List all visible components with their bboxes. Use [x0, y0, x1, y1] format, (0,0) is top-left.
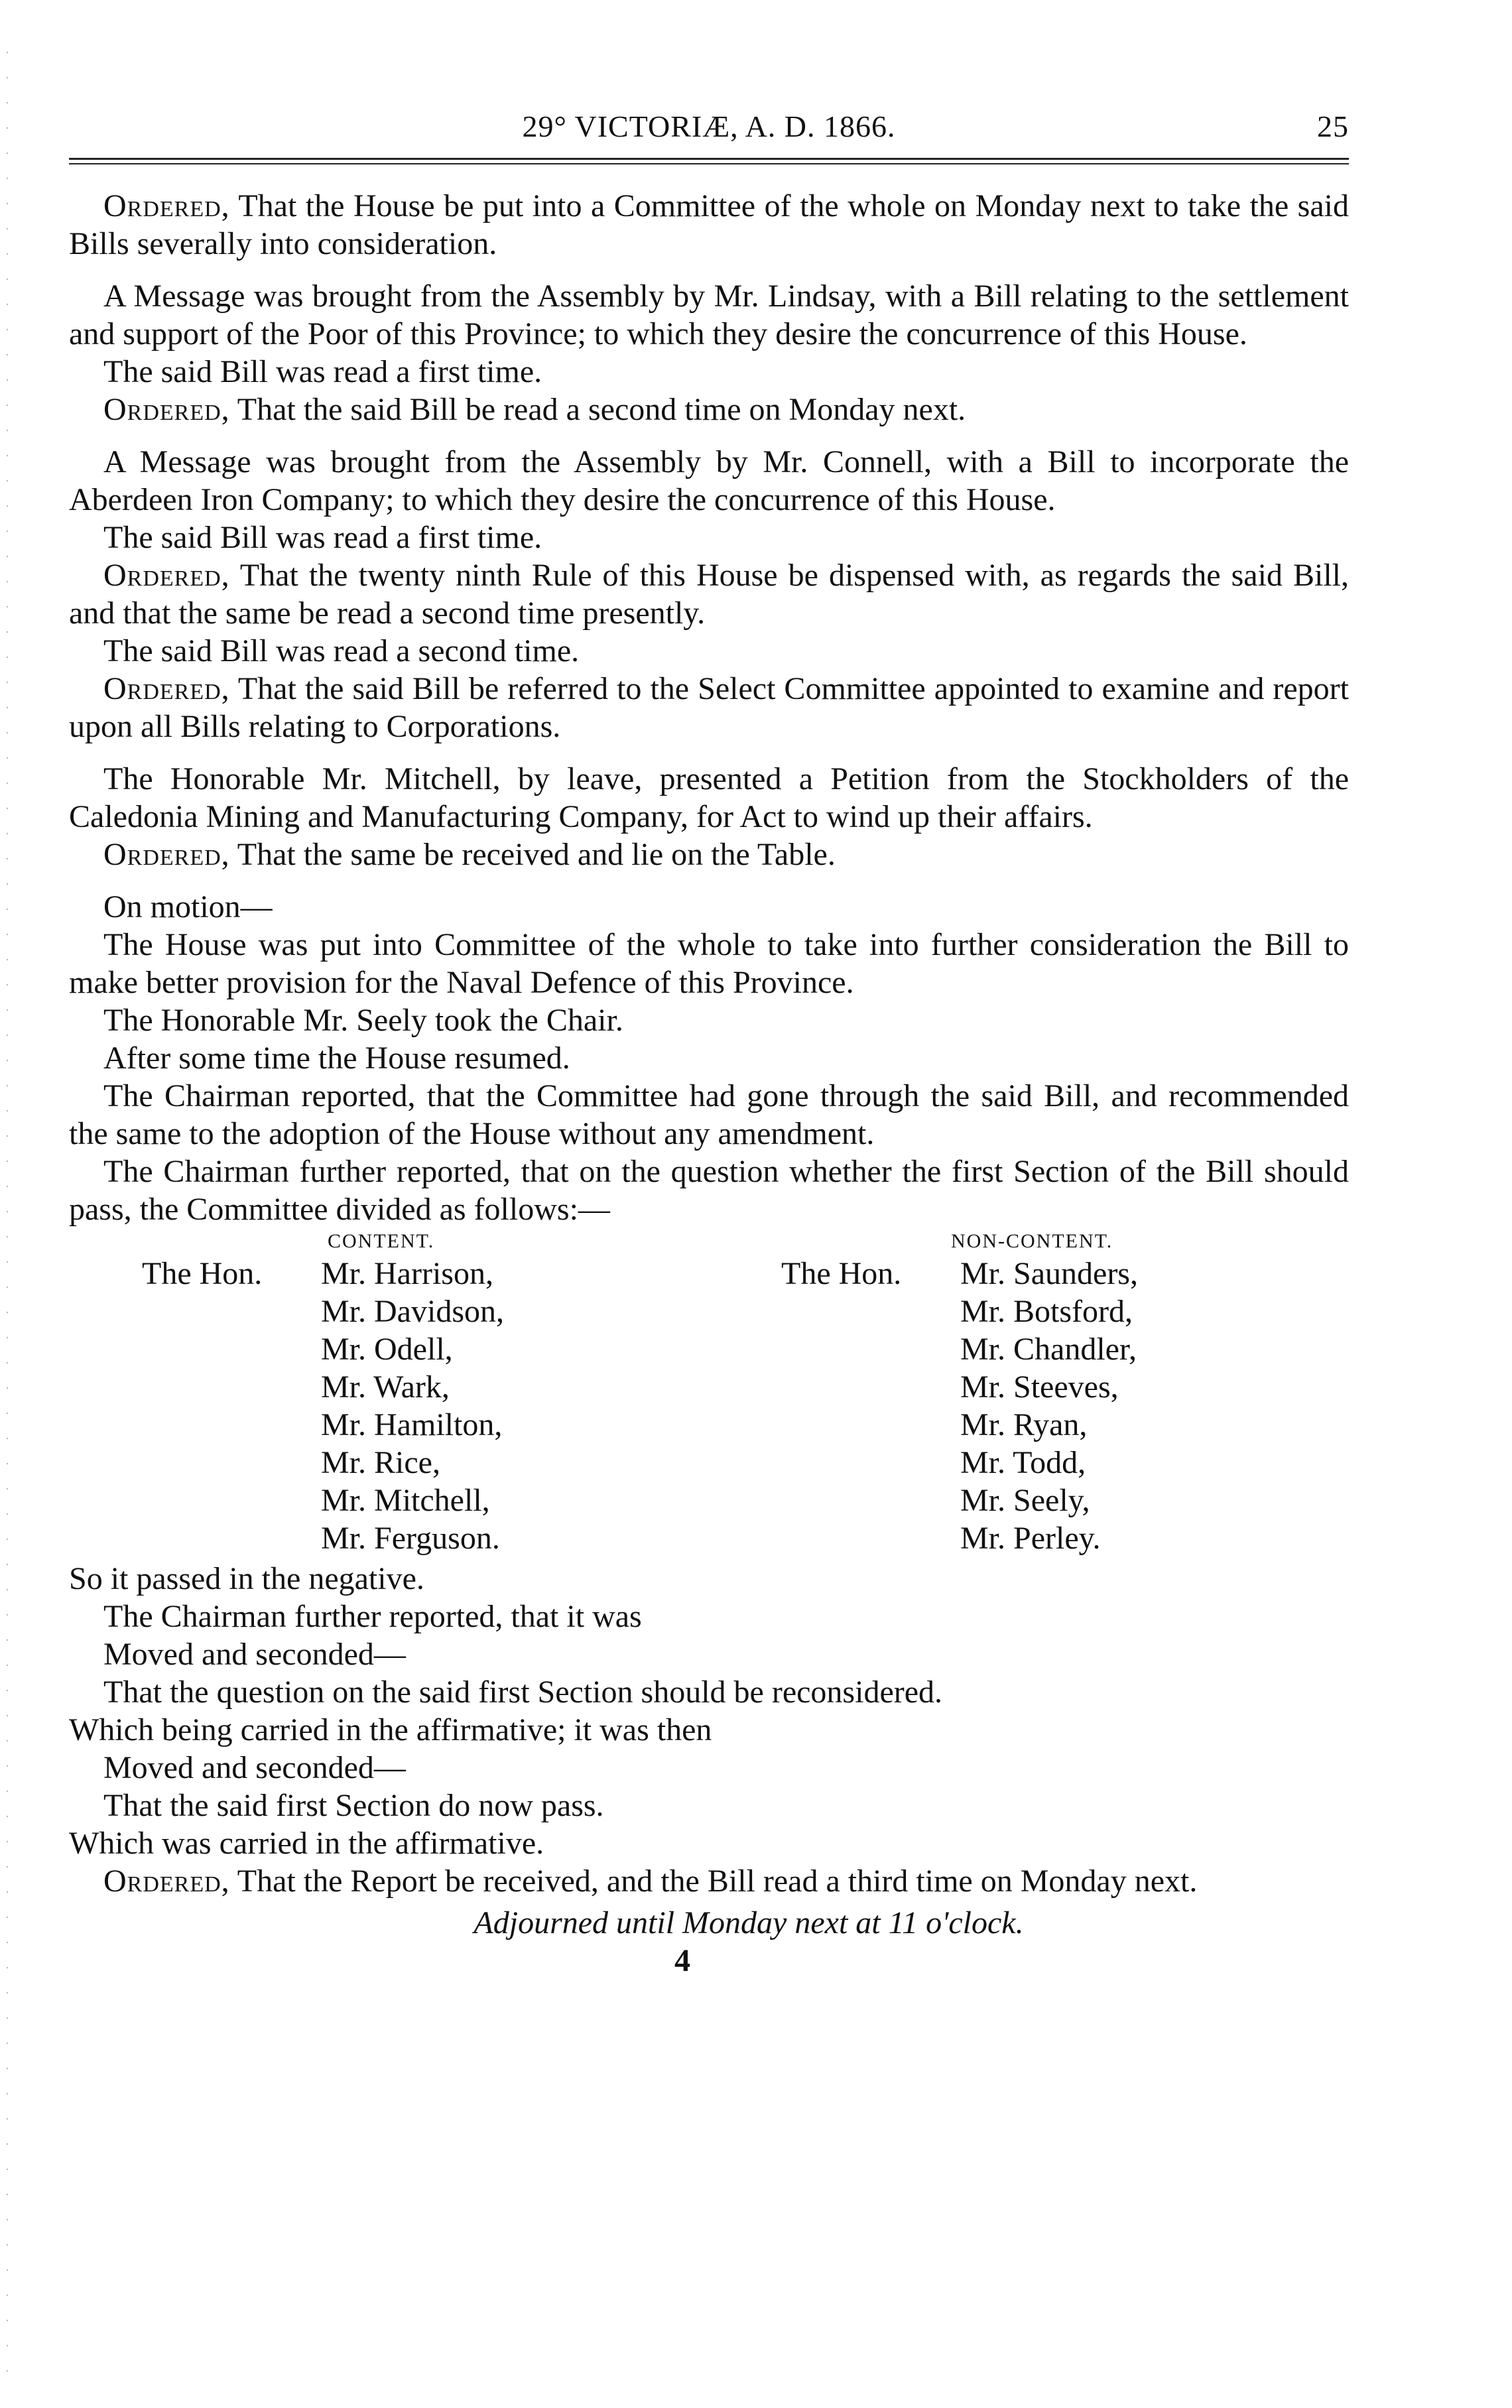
journal-entries-b	[69, 1560, 1349, 1900]
division-list	[69, 1228, 1349, 1560]
member-row	[142, 1255, 504, 1293]
member-row	[142, 1330, 504, 1368]
member-name: Mr. Saunders,	[960, 1256, 1138, 1291]
paragraph	[69, 1153, 1349, 1228]
page-number: 25	[1317, 109, 1349, 143]
running-title: 29° VICTORIÆ, A. D. 1866.	[522, 109, 896, 143]
paragraph	[69, 1635, 1349, 1673]
paragraph	[69, 1862, 1349, 1900]
ordered-lead: Ordered,	[103, 1864, 230, 1899]
document-page	[69, 99, 1349, 1980]
content-column	[142, 1255, 504, 1557]
member-name: Mr. Mitchell,	[321, 1483, 490, 1518]
paragraph-text: After some time the House resumed.	[103, 1041, 570, 1076]
paragraph-text: The said Bill was read a first time.	[103, 354, 542, 389]
member-name: Mr. Odell,	[321, 1332, 453, 1367]
member-name: Mr. Harrison,	[321, 1256, 493, 1291]
page-header	[69, 99, 1349, 146]
member-name: Mr. Perley.	[960, 1521, 1101, 1556]
paragraph	[69, 632, 1349, 670]
paragraph-text: The Chairman reported, that the Committee had gone through the said Bill, and recommended the same to the adoption of the House without any amendment.	[69, 1078, 1349, 1151]
ordered-lead: Ordered,	[103, 188, 230, 223]
paragraph-text: The Honorable Mr. Seely took the Chair.	[103, 1003, 623, 1038]
signature-mark: 4	[674, 1943, 690, 1978]
header-rule	[69, 158, 1349, 160]
member-name: Mr. Wark,	[321, 1369, 450, 1405]
paragraph	[69, 1001, 1349, 1039]
paragraph-text: So it passed in the negative.	[69, 1561, 424, 1596]
paragraph-text: The said Bill was read a second time.	[103, 633, 580, 668]
paragraph	[69, 353, 1349, 391]
member-row	[781, 1482, 1138, 1519]
paragraph-text: That the question on the said first Section should be reconsidered.	[103, 1675, 943, 1710]
member-name: Mr. Seely,	[960, 1483, 1090, 1518]
member-name: Mr. Ferguson.	[321, 1521, 500, 1556]
member-name: Mr. Botsford,	[960, 1294, 1133, 1329]
paragraph-text: The Chairman further reported, that on the question whether the first Section of the Bill should pass, the Committee divided as follows:—	[69, 1154, 1349, 1227]
member-name: Mr. Chandler,	[960, 1332, 1137, 1367]
member-name: Mr. Todd,	[960, 1445, 1086, 1480]
paragraph	[69, 1787, 1349, 1824]
paragraph	[69, 670, 1349, 745]
paragraph	[69, 1598, 1349, 1635]
paragraph	[69, 187, 1349, 263]
adjournment-notice: Adjourned until Monday next at 11 o'clock.	[473, 1905, 1024, 1940]
paragraph-text: That the said Bill be referred to the Select Committee appointed to examine and report upon all Bills relating to Corporations.	[69, 671, 1349, 744]
paragraph-text: That the Report be received, and the Bill read a third time on Monday next.	[229, 1864, 1198, 1899]
member-row	[781, 1519, 1138, 1557]
paragraph	[69, 1749, 1349, 1787]
member-prefix: The Hon.	[781, 1256, 902, 1291]
paragraph-text: Moved and seconded—	[103, 1750, 406, 1785]
member-row	[781, 1368, 1138, 1406]
paragraph	[69, 1824, 1349, 1862]
member-row	[781, 1293, 1138, 1330]
member-row	[142, 1368, 504, 1406]
paragraph	[69, 1039, 1349, 1077]
paragraph-text: That the House be put into a Committee of the whole on Monday next to take the said Bills severally into consideration.	[69, 188, 1349, 261]
member-row	[781, 1330, 1138, 1368]
scan-edge-marks	[5, 40, 9, 2387]
ordered-lead: Ordered,	[103, 837, 230, 872]
paragraph	[69, 926, 1349, 1001]
paragraph-text: Which being carried in the affirmative; it was then	[69, 1712, 712, 1747]
paragraph	[69, 1560, 1349, 1598]
member-row	[142, 1482, 504, 1519]
paragraph-text: A Message was brought from the Assembly by Mr. Lindsay, with a Bill relating to the settlement and support of the Poor of this Province; to which they desire the concurrence of this House.	[69, 279, 1349, 351]
member-name: Mr. Steeves,	[960, 1369, 1119, 1405]
paragraph	[69, 836, 1349, 873]
paragraph	[69, 1077, 1349, 1153]
paragraph-text: That the same be received and lie on the Table.	[229, 837, 836, 872]
paragraph	[69, 519, 1349, 556]
paragraph-text: Which was carried in the affirmative.	[69, 1826, 544, 1861]
member-row	[142, 1519, 504, 1557]
paragraph	[69, 760, 1349, 836]
member-name: Mr. Rice,	[321, 1445, 440, 1480]
paragraph	[69, 443, 1349, 519]
paragraph	[69, 1711, 1349, 1749]
member-name: Mr. Davidson,	[321, 1294, 504, 1329]
member-name: Mr. Hamilton,	[321, 1407, 503, 1442]
paragraph	[69, 1673, 1349, 1711]
paragraph-text: That the said first Section do now pass.	[103, 1788, 604, 1823]
journal-entries-a	[69, 187, 1349, 1228]
member-row	[781, 1406, 1138, 1444]
member-row	[142, 1406, 504, 1444]
ordered-lead: Ordered,	[103, 558, 230, 593]
paragraph	[69, 888, 1349, 926]
member-row	[142, 1444, 504, 1482]
member-name: Mr. Ryan,	[960, 1407, 1088, 1442]
paragraph-text: That the twenty ninth Rule of this House be dispensed with, as regards the said Bill, and that the same be read a second time presently.	[69, 558, 1349, 631]
paragraph-text: The Chairman further reported, that it was	[103, 1599, 642, 1634]
member-row	[142, 1293, 504, 1330]
paragraph-text: The Honorable Mr. Mitchell, by leave, presented a Petition from the Stockholders of the Caledonia Mining and Manufacturing Company, for Act to wind up their affairs.	[69, 761, 1349, 834]
member-row	[781, 1255, 1138, 1293]
paragraph	[69, 556, 1349, 632]
member-prefix: The Hon.	[142, 1256, 263, 1291]
ordered-lead: Ordered,	[103, 671, 230, 706]
header-rule-thin	[69, 163, 1349, 164]
paragraph-text: That the said Bill be read a second time on Monday next.	[229, 392, 966, 427]
non-content-heading: NON-CONTENT.	[951, 1230, 1113, 1252]
paragraph-text: A Message was brought from the Assembly by Mr. Connell, with a Bill to incorporate the Aberdeen Iron Company; to which they desire the concurrence of this House.	[69, 444, 1349, 517]
paragraph-text: The House was put into Committee of the whole to take into further consideration the Bill to make better provision for the Naval Defence of this Province.	[69, 927, 1349, 1000]
member-row	[781, 1444, 1138, 1482]
ordered-lead: Ordered,	[103, 392, 230, 427]
paragraph-text: Moved and seconded—	[103, 1637, 406, 1672]
paragraph-text: The said Bill was read a first time.	[103, 520, 542, 555]
non-content-column	[781, 1255, 1138, 1557]
paragraph-text: On motion—	[103, 889, 273, 924]
paragraph	[69, 277, 1349, 353]
content-heading: CONTENT.	[328, 1230, 435, 1252]
paragraph	[69, 391, 1349, 428]
